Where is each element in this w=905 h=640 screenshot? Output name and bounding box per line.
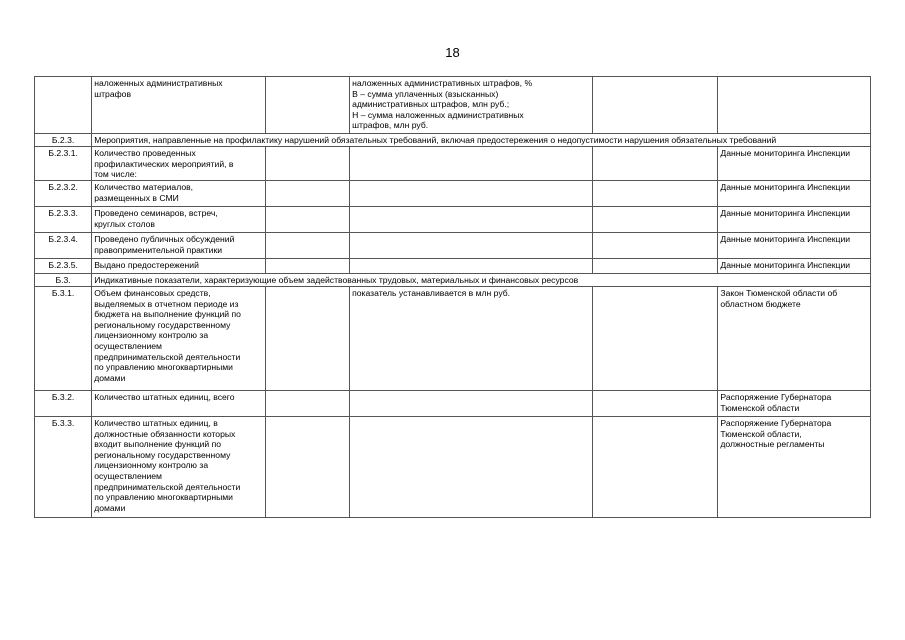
formula-cell <box>350 391 593 417</box>
table-cell <box>265 147 349 181</box>
row-code: Б.2.3. <box>35 134 92 147</box>
table-cell <box>265 207 349 233</box>
source-cell <box>718 77 871 134</box>
page-number: 18 <box>445 45 460 60</box>
table-cell <box>265 391 349 417</box>
table-cell <box>592 287 717 391</box>
table-row <box>35 259 871 274</box>
table-cell <box>592 417 717 518</box>
table-cell <box>592 77 717 134</box>
indicator-name: Проведено семинаров, встреч, круглых столов <box>92 207 266 233</box>
table-cell <box>265 181 349 207</box>
row-code: Б.3.3. <box>35 417 92 518</box>
source-cell: Данные мониторинга Инспекции <box>718 259 871 274</box>
table-cell <box>592 259 717 274</box>
source-cell: Распоряжение Губернатора Тюменской области <box>718 391 871 417</box>
row-code: Б.2.3.4. <box>35 233 92 259</box>
indicators-table <box>34 76 871 518</box>
source-cell: Данные мониторинга Инспекции <box>718 207 871 233</box>
section-title: Мероприятия, направленные на профилактику нарушений обязательных требований, включая предостережения о недопустимости нарушения обязательных требований <box>92 134 871 147</box>
formula-cell <box>350 233 593 259</box>
indicator-name: Проведено публичных обсуждений правоприменительной практики <box>92 233 266 259</box>
indicator-name: Количество штатных единиц, всего <box>92 391 266 417</box>
formula-cell <box>350 417 593 518</box>
formula-cell <box>350 259 593 274</box>
row-code <box>35 77 92 134</box>
indicator-name: Количество материалов, размещенных в СМИ <box>92 181 266 207</box>
indicator-name: Количество штатных единиц, в должностные обязанности которых входит выполнение функций по региональному государственному лицензионному контролю за осуществлением предпринимательской деятельности по управлению многоквартирными домами <box>92 417 266 518</box>
section-title: Индикативные показатели, характеризующие объем задействованных трудовых, материальных и финансовых ресурсов <box>92 274 871 287</box>
table-cell <box>265 77 349 134</box>
table-row <box>35 391 871 417</box>
row-code: Б.2.3.3. <box>35 207 92 233</box>
source-cell: Данные мониторинга Инспекции <box>718 147 871 181</box>
source-cell: Закон Тюменской области об областном бюджете <box>718 287 871 391</box>
formula-cell: показатель устанавливается в млн руб. <box>350 287 593 391</box>
table-row <box>35 287 871 391</box>
indicator-name: Объем финансовых средств, выделяемых в отчетном периоде из бюджета на выполнение функций по региональному государственному лицензионному контролю за осуществлением предпринимательской деятельности по управлению многоквартирными домами <box>92 287 266 391</box>
table-row <box>35 417 871 518</box>
table-cell <box>592 147 717 181</box>
row-code: Б.2.3.2. <box>35 181 92 207</box>
table-cell <box>592 233 717 259</box>
indicator-name: Количество проведенных профилактических мероприятий, в том числе: <box>92 147 266 181</box>
formula-cell <box>350 181 593 207</box>
row-code: Б.2.3.1. <box>35 147 92 181</box>
source-cell: Данные мониторинга Инспекции <box>718 233 871 259</box>
source-cell: Данные мониторинга Инспекции <box>718 181 871 207</box>
table-cell <box>265 417 349 518</box>
table-row <box>35 77 871 134</box>
formula-cell: наложенных административных штрафов, % В – сумма уплаченных (взысканных) административных штрафов, млн руб.; Н – сумма наложенных административных штрафов, млн руб. <box>350 77 593 134</box>
source-cell: Распоряжение Губернатора Тюменской области, должностные регламенты <box>718 417 871 518</box>
table-cell <box>265 259 349 274</box>
table-row <box>35 207 871 233</box>
section-row <box>35 134 871 147</box>
table-cell <box>592 181 717 207</box>
row-code: Б.2.3.5. <box>35 259 92 274</box>
row-code: Б.3.1. <box>35 287 92 391</box>
row-code: Б.3. <box>35 274 92 287</box>
indicator-name: наложенных административных штрафов <box>92 77 266 134</box>
row-code: Б.3.2. <box>35 391 92 417</box>
table-row <box>35 181 871 207</box>
formula-cell <box>350 147 593 181</box>
indicator-name: Выдано предостережений <box>92 259 266 274</box>
table-cell <box>592 207 717 233</box>
table-cell <box>265 233 349 259</box>
table-row <box>35 233 871 259</box>
formula-cell <box>350 207 593 233</box>
table-cell <box>265 287 349 391</box>
table-row <box>35 147 871 181</box>
section-row <box>35 274 871 287</box>
table-cell <box>592 391 717 417</box>
